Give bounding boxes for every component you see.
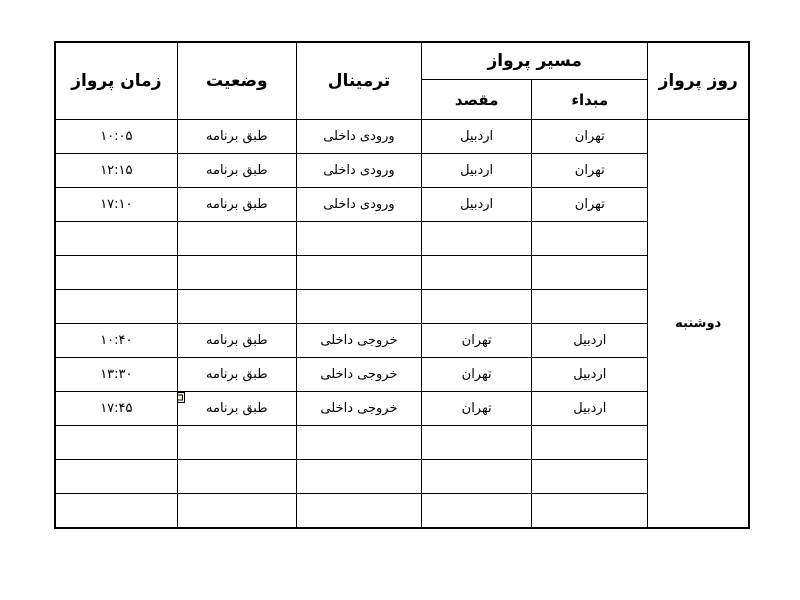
cell-time: ۱۷:۱۰ — [55, 188, 177, 222]
cell-destination: اردبیل — [422, 154, 532, 188]
object-anchor-icon[interactable] — [177, 392, 185, 403]
cell-status: طبق برنامه — [177, 154, 296, 188]
cell-status — [177, 256, 296, 290]
day-cell: دوشنبه — [648, 120, 749, 529]
cell-origin: اردبیل — [532, 358, 648, 392]
cell-time: ۱۰:۰۵ — [55, 120, 177, 154]
cell-status — [177, 494, 296, 529]
cell-destination — [422, 494, 532, 529]
header-day: روز پرواز — [648, 42, 749, 120]
table-row — [55, 392, 749, 426]
cell-status: طبق برنامه — [177, 358, 296, 392]
cell-terminal: ورودی داخلی — [296, 120, 421, 154]
cell-time — [55, 256, 177, 290]
table-row — [55, 494, 749, 529]
header-destination: مقصد — [422, 80, 532, 120]
header-status: وضعیت — [177, 42, 296, 120]
cell-destination — [422, 256, 532, 290]
cell-time — [55, 426, 177, 460]
cell-origin — [532, 222, 648, 256]
cell-origin: اردبیل — [532, 324, 648, 358]
cell-destination: اردبیل — [422, 188, 532, 222]
table-row — [55, 188, 749, 222]
cell-destination — [422, 290, 532, 324]
cell-status: طبق برنامه — [177, 188, 296, 222]
cell-terminal — [296, 460, 421, 494]
table-row — [55, 256, 749, 290]
cell-time — [55, 222, 177, 256]
cell-origin — [532, 256, 648, 290]
cell-terminal — [296, 290, 421, 324]
cell-status — [177, 290, 296, 324]
cell-status: طبق برنامه — [177, 324, 296, 358]
cell-terminal: خروجی داخلی — [296, 324, 421, 358]
cell-time: ۱۷:۴۵ — [55, 392, 177, 426]
table-row — [55, 426, 749, 460]
cell-terminal — [296, 494, 421, 529]
cell-terminal: ورودی داخلی — [296, 188, 421, 222]
table-row — [55, 460, 749, 494]
cell-status — [177, 426, 296, 460]
cell-terminal — [296, 222, 421, 256]
header-terminal: ترمینال — [296, 42, 421, 120]
table-row — [55, 324, 749, 358]
cell-origin: تهران — [532, 154, 648, 188]
cell-status — [177, 392, 296, 426]
cell-status — [177, 222, 296, 256]
table-row — [55, 358, 749, 392]
cell-terminal: ورودی داخلی — [296, 154, 421, 188]
cell-destination: تهران — [422, 392, 532, 426]
header-row — [55, 42, 749, 80]
cell-terminal — [296, 256, 421, 290]
cell-time — [55, 290, 177, 324]
cell-origin: تهران — [532, 188, 648, 222]
cell-destination: تهران — [422, 324, 532, 358]
cell-destination: اردبیل — [422, 120, 532, 154]
cell-time — [55, 494, 177, 529]
cell-time: ۱۰:۴۰ — [55, 324, 177, 358]
header-route: مسیر پرواز — [422, 42, 648, 80]
cell-terminal — [296, 426, 421, 460]
table-row — [55, 154, 749, 188]
header-time: زمان پرواز — [55, 42, 177, 120]
table-row — [55, 290, 749, 324]
cell-destination — [422, 460, 532, 494]
table-row — [55, 120, 749, 154]
header-origin: مبداء — [532, 80, 648, 120]
flight-schedule-table — [54, 41, 750, 529]
cell-terminal: خروجی داخلی — [296, 392, 421, 426]
cell-status: طبق برنامه — [177, 120, 296, 154]
cell-origin: اردبیل — [532, 392, 648, 426]
cell-origin — [532, 460, 648, 494]
cell-destination: تهران — [422, 358, 532, 392]
cell-destination — [422, 222, 532, 256]
cell-text: طبق برنامه — [206, 401, 268, 416]
cell-time: ۱۳:۳۰ — [55, 358, 177, 392]
table-row — [55, 222, 749, 256]
cell-origin — [532, 494, 648, 529]
cell-origin — [532, 426, 648, 460]
cell-origin — [532, 290, 648, 324]
cell-origin: تهران — [532, 120, 648, 154]
cell-status — [177, 460, 296, 494]
cell-terminal: خروجی داخلی — [296, 358, 421, 392]
cell-destination — [422, 426, 532, 460]
cell-time: ۱۲:۱۵ — [55, 154, 177, 188]
cell-time — [55, 460, 177, 494]
